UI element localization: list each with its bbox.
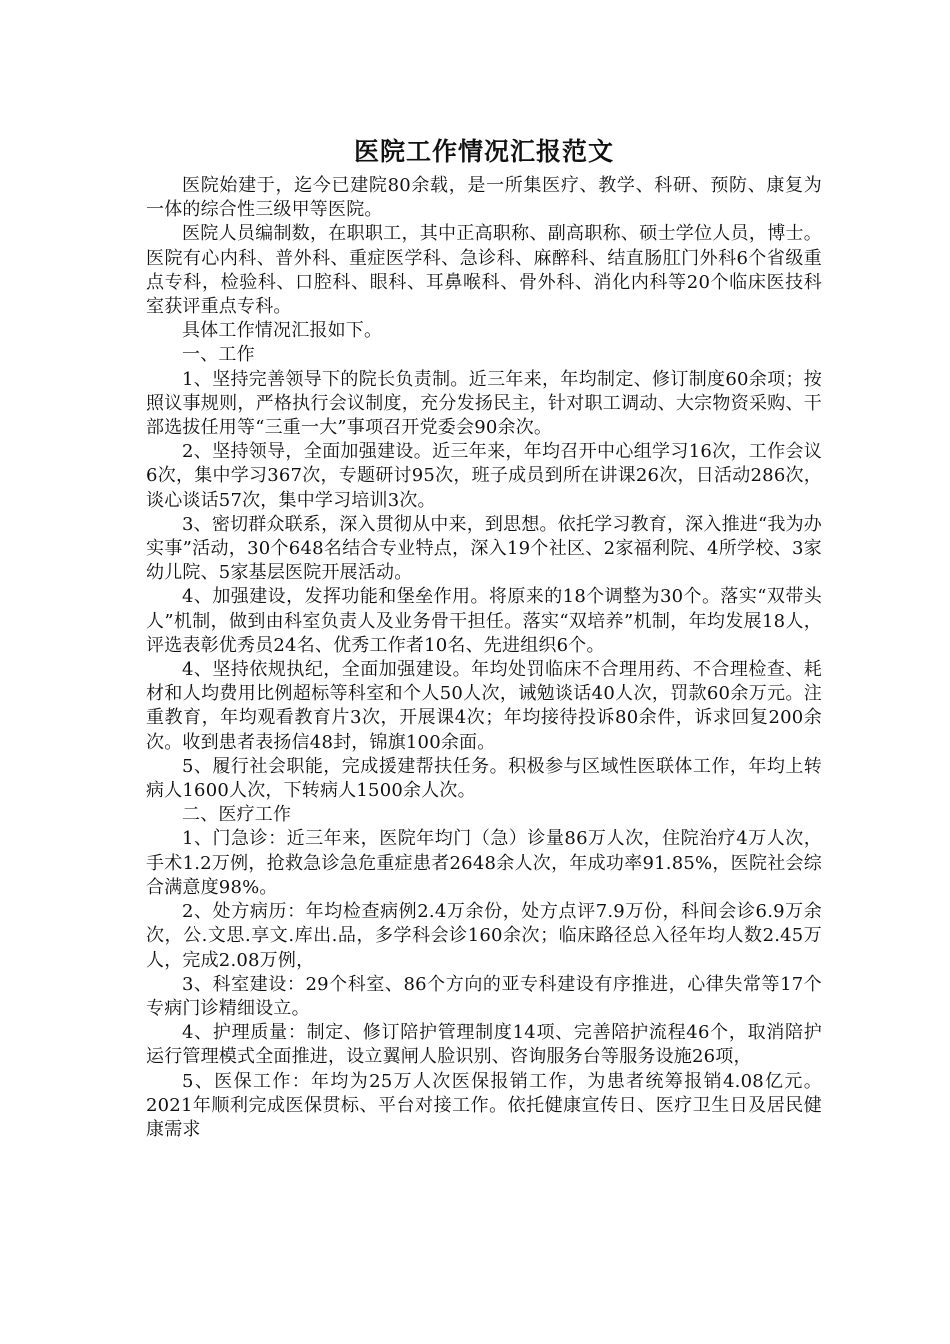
document-title: 医院工作情况汇报范文 [353, 137, 614, 166]
paragraph-intro: 医院始建于，迄今已建院80余载，是一所集医疗、教学、科研、预防、康复为一体的综合性三级甲等医院。 [146, 175, 822, 221]
paragraph-item-1: 1、坚持完善领导下的院长负责制。近三年来，年均制定、修订制度60余项；按照议事规则，严格执行会议制度，充分发扬民主，针对职工调动、大宗物资采购、干部选拔任用等“三重一大”事项召开党委会90余次。 [146, 368, 822, 439]
paragraph-item-4b: 4、坚持依规执纪，全面加强建设。年均处罚临床不合理用药、不合理检查、耗材和人均费用比例超标等科室和个人50人次，诫勉谈话40人次，罚款60余万元。注重教育，年均观看教育片3次，开展课4次；年均接待投诉80余件，诉求回复200余次。收到患者表扬信48封，锦旗100余面。 [146, 659, 822, 753]
paragraph-staff: 医院人员编制数，在职职工，其中正高职称、副高职称、硕士学位人员，博士。医院有心内科、普外科、重症医学科、急诊科、麻醉科、结直肠肛门外科6个省级重点专科，检验科、口腔科、眼科、耳鼻喉科、骨外科、消化内科等20个临床医技科室获评重点专科。 [146, 223, 822, 318]
paragraph-prescription: 2、处方病历：年均检查病例2.4万余份，处方点评7.9万份，科间会诊6.9万余次，公.文思.享文.库出.品，多学科会诊160余次；临床路径总入径年均人数2.45万人，完成2.08万例， [146, 901, 822, 971]
paragraph-insurance: 5、医保工作：年均为25万人次医保报销工作，为患者统筹报销4.08亿元。2021年顺利完成医保贯标、平台对接工作。依托健康宣传日、医疗卫生日及居民健康需求 [146, 1070, 822, 1140]
paragraph-item-4a: 4、加强建设，发挥功能和堡垒作用。将原来的18个调整为30个。落实“双带头人”机制，做到由科室负责人及业务骨干担任。落实“双培养”机制，年均发展18人，评选表彰优秀员24名、优秀工作者10名、先进组织6个。 [146, 586, 822, 656]
paragraph-nursing: 4、护理质量：制定、修订陪护管理制度14项、完善陪护流程46个，取消陪护运行管理模式全面推进，设立翼闸人脸识别、咨询服务台等服务设施26项， [146, 1022, 822, 1068]
paragraph-item-3: 3、密切群众联系，深入贯彻从中来，到思想。依托学习教育，深入推进“我为办实事”活动，30个648名结合专业特点，深入19个社区、2家福利院、4所学校、3家幼儿院、5家基层医院开展活动。 [146, 513, 822, 584]
section-heading-medical: 二、医疗工作 [182, 804, 292, 826]
paragraph-item-5: 5、履行社会职能，完成援建帮扶任务。积极参与区域性医联体工作，年均上转病人1600人次，下转病人1500余人次。 [146, 755, 822, 802]
section-heading-work: 一、工作 [182, 344, 255, 366]
paragraph-department: 3、科室建设：29个科室、86个方向的亚专科建设有序推进，心律失常等17个专病门诊精细设立。 [146, 973, 822, 1019]
paragraph-report-lead: 具体工作情况汇报如下。 [182, 320, 383, 342]
paragraph-outpatient: 1、门急诊：近三年来，医院年均门（急）诊量86万人次，住院治疗4万人次，手术1.2万例，抢救急诊急危重症患者2648余人次，年成功率91.85%，医院社会综合满意度98%。 [146, 828, 822, 898]
paragraph-item-2: 2、坚持领导，全面加强建设。近三年来，年均召开中心组学习16次，工作会议6次，集中学习367次，专题研讨95次，班子成员到所在讲课26次，日活动286次，谈心谈话57次，集中学习培训3次。 [146, 441, 822, 511]
